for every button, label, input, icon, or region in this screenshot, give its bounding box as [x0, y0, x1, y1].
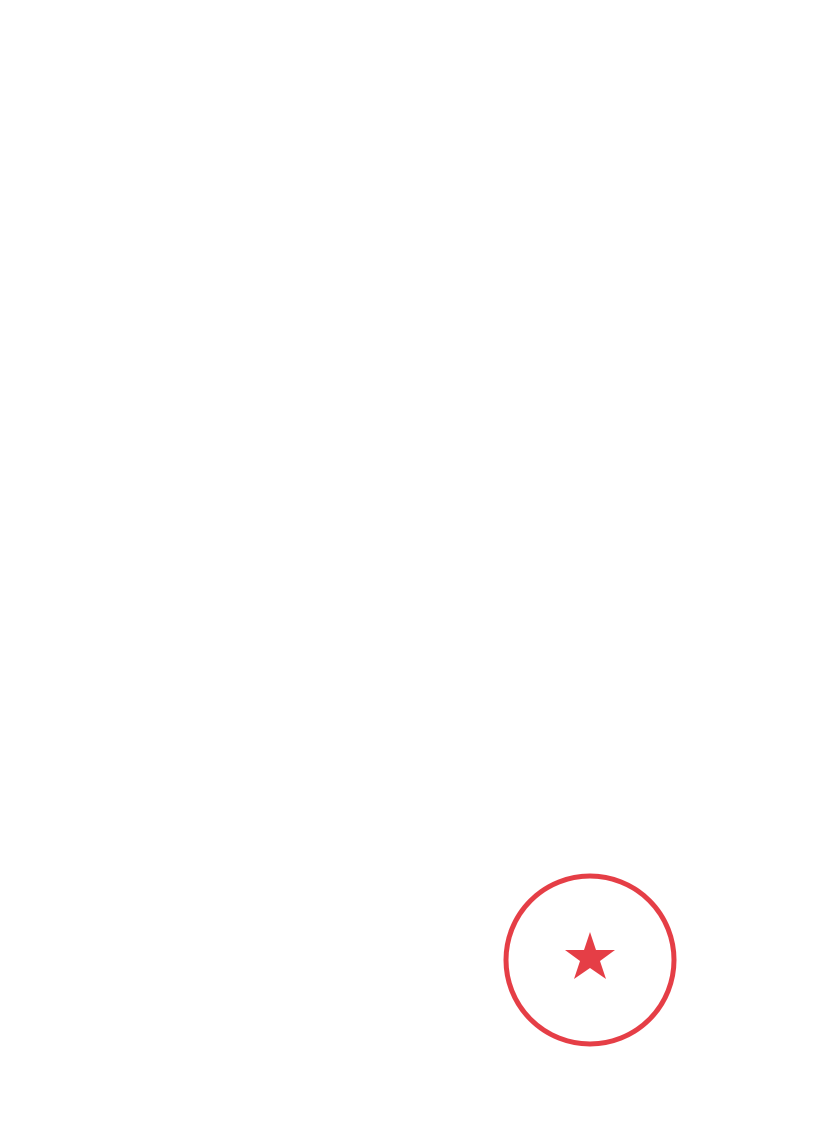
paragraph-line — [118, 343, 696, 383]
paragraph-line — [160, 98, 696, 138]
paragraph-line — [118, 663, 696, 703]
paragraph-line — [118, 583, 696, 623]
paragraph-line — [118, 218, 696, 258]
paragraph-line — [118, 623, 696, 663]
paragraph-line — [118, 258, 696, 298]
paragraph-line — [118, 138, 696, 178]
official-seal — [500, 870, 680, 1050]
paragraph-line — [160, 543, 696, 583]
paragraph-line — [118, 383, 696, 423]
paragraph-line — [160, 823, 696, 863]
paragraph-line — [118, 423, 696, 463]
paragraph-line — [118, 503, 696, 543]
paragraph-line — [160, 303, 696, 343]
seal-graphic — [500, 870, 680, 1050]
paragraph-line — [118, 743, 696, 783]
paragraph-line — [160, 463, 696, 503]
seal-star-icon — [565, 932, 615, 979]
paragraph-line — [118, 783, 696, 823]
paragraph-line — [118, 178, 696, 218]
paragraph-line — [160, 703, 696, 743]
